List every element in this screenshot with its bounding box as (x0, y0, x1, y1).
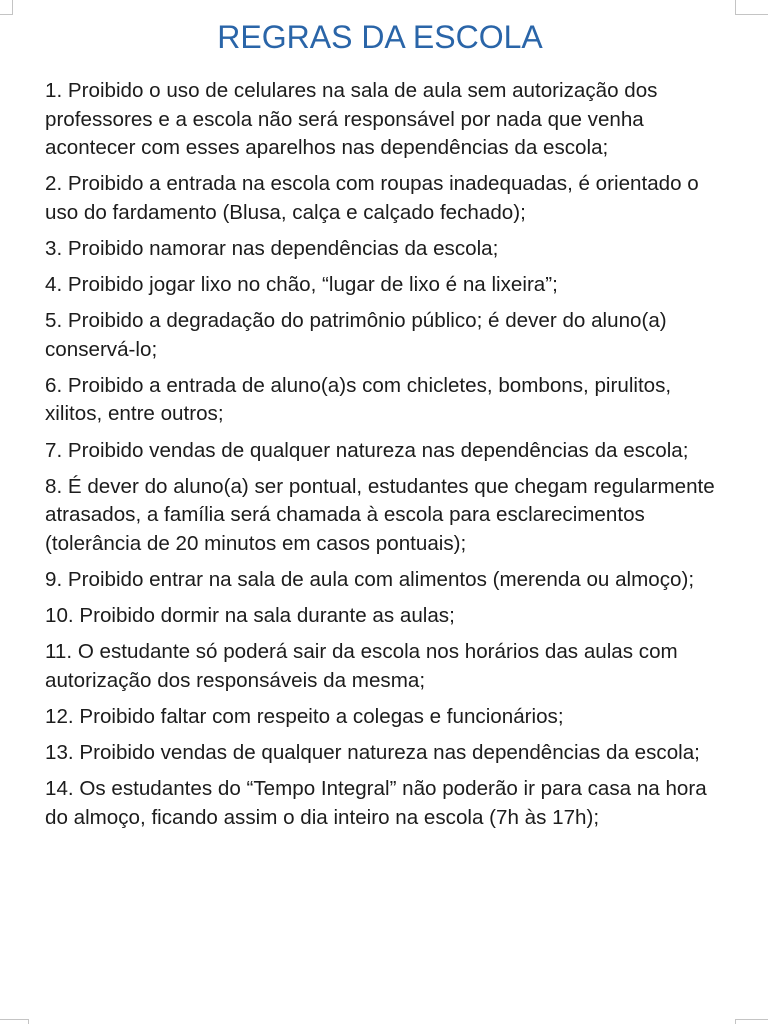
rule-item: 1. Proibido o uso de celulares na sala de aula sem autorização dos professores e a escola não será responsável por nada que venha acontecer com esses aparelhos nas dependências da escola; (45, 79, 658, 160)
rule-item: 12. Proibido faltar com respeito a colegas e funcionários; (45, 704, 564, 728)
rule-item: 7. Proibido vendas de qualquer natureza nas dependências da escola; (45, 438, 689, 462)
rule-item: 2. Proibido a entrada na escola com roupas inadequadas, é orientado o uso do fardamento (Blusa, calça e calçado fechado); (45, 172, 699, 224)
page-corner-mark-bottom-right (735, 1019, 768, 1024)
document-title: REGRAS DA ESCOLA (217, 19, 543, 55)
rule-item: 3. Proibido namorar nas dependências da escola; (45, 236, 499, 260)
rule-item: 4. Proibido jogar lixo no chão, “lugar de lixo é na lixeira”; (45, 273, 558, 297)
rule-item: 10. Proibido dormir na sala durante as aulas; (45, 604, 455, 627)
page-corner-mark-bottom-left (0, 1019, 29, 1024)
rule-item: 8. É dever do aluno(a) ser pontual, estudantes que chegam regularmente atrasados, a família será chamada à escola para esclarecimentos (tolerância de 20 minutos em casos pontuais); (45, 474, 715, 555)
rule-item: 11. O estudante só poderá sair da escola nos horários das aulas com autorização dos responsáveis da mesma; (45, 640, 678, 692)
page-corner-mark-top-left (0, 0, 13, 15)
rule-item: 6. Proibido a entrada de aluno(a)s com chicletes, bombons, pirulitos, xilitos, entre outros; (45, 373, 672, 426)
rule-item: 9. Proibido entrar na sala de aula com alimentos (merenda ou almoço); (45, 567, 695, 591)
rules-list (45, 77, 725, 840)
rule-item: 14. Os estudantes do “Tempo Integral” não poderão ir para casa na hora do almoço, ficando assim o dia inteiro na escola (7h às 17h); (45, 776, 707, 829)
rule-item: 13. Proibido vendas de qualquer natureza nas dependências da escola; (45, 740, 700, 764)
rule-item: 5. Proibido a degradação do patrimônio público; é dever do aluno(a) conservá-lo; (45, 309, 667, 361)
page-corner-mark-top-right (735, 0, 768, 15)
